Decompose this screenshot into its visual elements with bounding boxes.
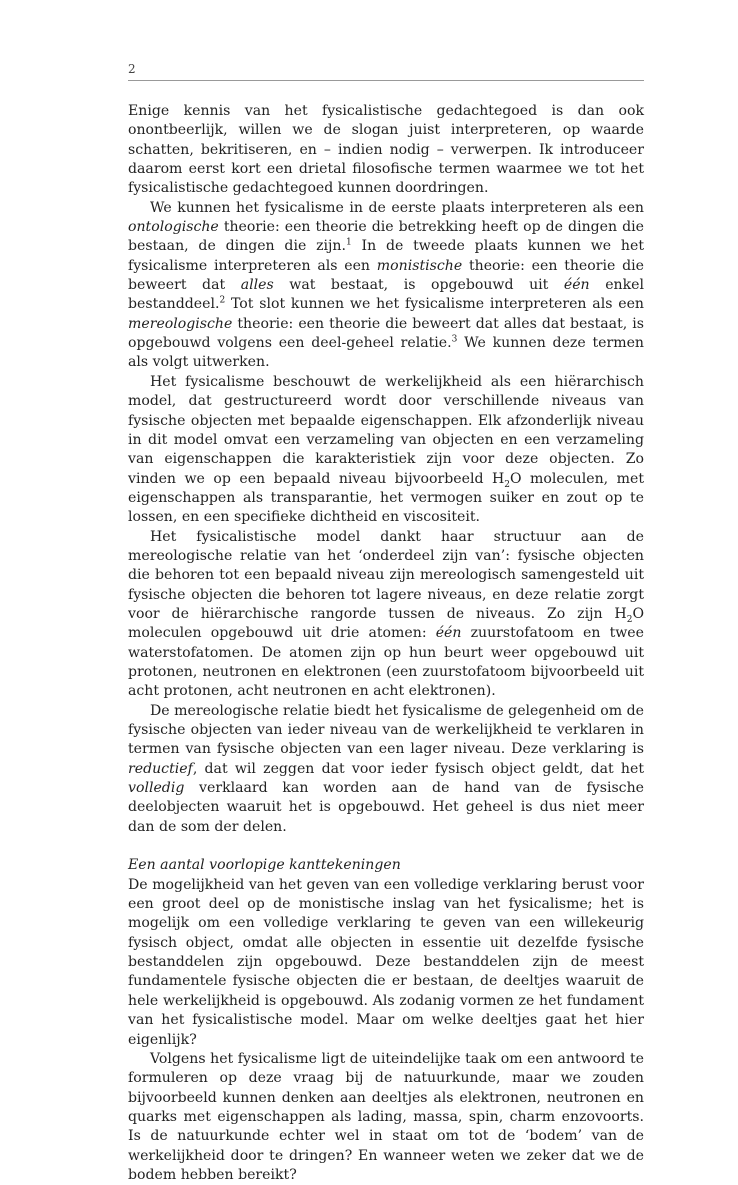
- paragraph-6-text: De mogelijkheid van het geven van een volledige verklaring berust voor een groot deel op de monistische inslag van het fysicalisme; het is mogelijk om een volledige verklaring te geven van een willekeurig fysisch object, omdat alle objecten in essentie uit dezelfde fysische bestanddelen zijn opgebouwd. Deze bestanddelen zijn de meest fundamentele fysische objecten die er bestaan, de deeltjes waaruit de hele werkelijkheid is opgebouwd. Als zodanig vormen ze het fundament van het fysicalistische model. Maar om welke deeltjes gaat het hier eigenlijk?: [128, 876, 644, 1048]
- paragraph-2-text: enkel bestanddeel.: [128, 277, 644, 313]
- paragraph-5-text: verklaard kan worden aan de hand van de fysische deelobjecten waaruit het is opgebouwd. Het geheel is dus niet meer dan de som der delen.: [128, 780, 644, 835]
- term-een: één: [563, 277, 590, 294]
- term-ontologische: ontologische: [128, 219, 219, 236]
- paragraph-2-text: wat bestaat, is opgebouwd uit: [273, 277, 564, 294]
- subscript-2: 2: [504, 479, 511, 490]
- footnote-ref-2[interactable]: 2: [219, 295, 226, 306]
- paragraph-2-text: We kunnen het fysicalisme in de eerste plaats interpreteren als een: [150, 199, 644, 216]
- paragraph-5-text: De mereologische relatie biedt het fysicalisme de gelegenheid om de fysische objecten van ieder niveau van de werkelijkheid te verklaren in termen van fysische objecten van een lager niveau. Deze verklaring is: [128, 702, 644, 758]
- paragraph-4-text: Het fysicalistische model dankt haar structuur aan de mereologische relatie van het ‘onderdeel zijn van’: fysische objecten die behoren tot een bepaald niveau zijn mereologisch samengesteld uit fysische objecten die behoren tot lagere niveaus, en deze relatie zorgt voor de hiërarchische rangorde tussen de niveaus. Zo zijn H: [128, 528, 644, 622]
- paragraph-5-text: , dat wil zeggen dat voor ieder fysisch object geldt, dat het: [192, 760, 644, 777]
- paragraph-4: [128, 528, 644, 702]
- paragraph-7-text: Volgens het fysicalisme ligt de uiteindelijke taak om een antwoord te formuleren op deze vraag bij de natuurkunde, maar we zouden bijvoorbeeld kunnen denken aan deeltjes als elektronen, neutronen en quarks met eigenschappen als lading, massa, spin, charm enzovoorts. Is de natuurkunde echter wel in staat om tot de ‘bodem’ van de werkelijkheid door te dringen? En wanneer weten we zeker dat we de bodem hebben bereikt?: [128, 1050, 644, 1183]
- footnote-ref-3[interactable]: 3: [451, 334, 458, 345]
- paragraph-2: [128, 199, 644, 373]
- paragraph-1: [128, 102, 644, 199]
- paragraph-1-text: Enige kennis van het fysicalistische gedachtegoed is dan ook onontbeerlijk, willen we de slogan juist interpreteren, op waarde schatten, bekritiseren, en – indien nodig – verwerpen. Ik introduceer daarom eerst kort een drietal filosofische termen waarmee we tot het fysicalistische gedachtegoed kunnen doordringen.: [128, 103, 644, 197]
- paragraph-4-text: zuurstofatoom en twee waterstofatomen. De atomen zijn op hun beurt weer opgebouwd uit protonen, neutronen en elektronen (een zuurstofatoom bijvoorbeeld uit acht protonen, acht neutronen en acht elektronen).: [128, 625, 644, 700]
- paragraph-5: [128, 702, 644, 837]
- section-heading: Een aantal voorlopige kanttekeningen: [128, 857, 401, 874]
- term-mereologische: mereologische: [128, 315, 233, 332]
- footnote-ref-1[interactable]: 1: [345, 237, 352, 248]
- paragraph-3: [128, 373, 644, 528]
- paragraph-2-text: Tot slot kunnen we het fysicalisme interpreteren als een: [225, 296, 644, 313]
- paragraph-3-text: O moleculen, met eigenschappen als transparantie, het vermogen suiker en zout op te lossen, en een specifieke dichtheid en viscositeit.: [128, 470, 644, 526]
- term-een: één: [435, 625, 462, 642]
- term-reductief: reductief: [128, 760, 193, 777]
- subscript-2: 2: [626, 614, 633, 625]
- page-body: [128, 102, 644, 1185]
- term-alles: alles: [240, 277, 274, 294]
- paragraph-2-text: We kunnen deze termen als volgt uitwerken.: [128, 335, 644, 371]
- paragraph-2-text: theorie: een theorie die beweert dat: [128, 257, 644, 294]
- paragraph-2-text: In de tweede plaats kunnen we het fysicalisme interpreteren als een: [128, 238, 644, 274]
- paragraph-3-text: Het fysicalisme beschouwt de werkelijkheid als een hiërarchisch model, dat gestructureerd wordt door verschillende niveaus van fysische objecten met bepaalde eigenschappen. Elk afzonderlijk niveau in dit model omvat een verzameling van objecten en een verzameling van eigenschappen die karakteristiek zijn voor deze objecten. Zo vinden we op een bepaald niveau bijvoorbeeld H: [128, 373, 644, 487]
- paragraph-2-text: theorie: een theorie die beweert dat alles dat bestaat, is opgebouwd volgens een deel-geheel relatie.: [128, 315, 644, 352]
- page-number: 2: [128, 62, 136, 76]
- paragraph-4-text: O moleculen opgebouwd uit drie atomen:: [128, 605, 644, 642]
- term-volledig: volledig: [128, 780, 185, 797]
- paragraph-2-text: theorie: een theorie die betrekking heeft op de dingen die bestaan, de dingen die zijn.: [128, 219, 644, 255]
- paragraph-6: [128, 876, 644, 1050]
- header-rule: [128, 80, 644, 81]
- paragraph-7: [128, 1050, 644, 1185]
- term-monistische: monistische: [376, 257, 463, 274]
